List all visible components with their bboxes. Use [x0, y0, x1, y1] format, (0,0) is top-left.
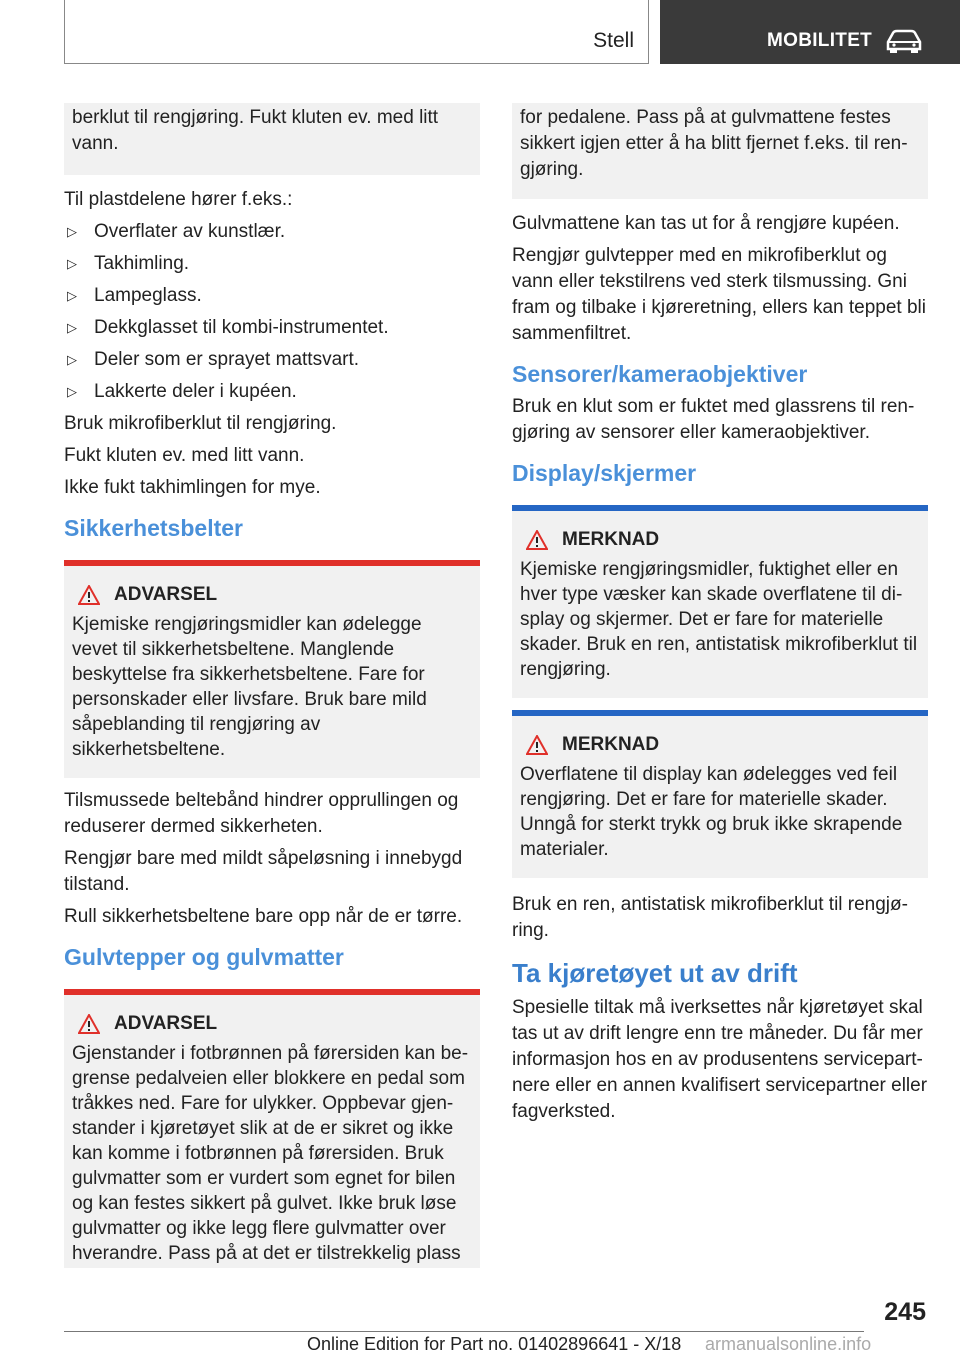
paragraph: Rengjør gulvtepper med en mikrofiberklut og vann eller tekstilrens ved sterk tilsmussing. Gni fram og tilbake i kjøreretning, ellers kan teppet bli sammenfiltret. [512, 245, 926, 344]
edition-note: Online Edition for Part no. 01402896641 - X/18 [307, 1334, 682, 1354]
paragraph: Rull sikkerhetsbeltene bare opp når de er tørre. [64, 906, 463, 927]
list-item: ▷ Overflater av kunstlær. [64, 219, 480, 245]
paragraph: Rengjør bare med mildt såpeløsning i innebygd tilstand. [64, 848, 463, 895]
footer-divider [64, 1331, 864, 1332]
list-item: ▷ Lakkerte deler i kupéen. [64, 379, 480, 405]
paragraph: Gulvmattene kan tas ut for å rengjøre kupéen. [512, 213, 900, 234]
triangle-bullet-icon: ▷ [67, 224, 77, 239]
triangle-bullet-icon: ▷ [67, 384, 77, 399]
plastic-list [64, 219, 480, 405]
warning-triangle-icon [78, 1014, 100, 1034]
triangle-bullet-icon: ▷ [67, 320, 77, 335]
section-heading-sensors: Sensorer/kameraobjektiver [512, 361, 808, 387]
car-icon [884, 28, 924, 54]
paragraph: Bruk en klut som er fuktet med glassrens til rengjøring av sensorer eller kameraobjektiver. [512, 396, 915, 443]
warning-title: ADVARSEL [114, 584, 218, 605]
watermark: armanualsonline.info [705, 1334, 872, 1354]
warning-box-belts [64, 560, 480, 778]
warning-body: Kjemiske rengjøringsmidler kan ødelegge vevet til sikkerhetsbeltene. Manglende beskyttelse fra sikkerhetsbeltene. Fare for personskader eller livsfare. Bruk bare mild såpeblanding til rengjøring av sikkerhetsbeltene. [72, 614, 427, 760]
paragraph: Bruk en ren, antistatisk mikrofiberklut til rengjøring. [512, 894, 908, 941]
paragraph: Spesielle tiltak må iverksettes når kjøretøyet skal tas ut av drift lengre enn tre måneder. Du får mer informasjon hos en av produsentens servicepartnere eller en annen kvalifisert servicepartner eller fagverksted. [512, 997, 928, 1122]
continuation-box: berklut til rengjøring. Fukt kluten ev. med litt vann. [64, 103, 480, 175]
continuation-box: for pedalene. Pass på at gulvmattene festes sikkert igjen etter å ha blitt fjernet f.eks. til rengjøring. [512, 103, 928, 199]
paragraph: Bruk mikrofiberklut til rengjøring. [64, 413, 337, 434]
paragraph: Fukt kluten ev. med litt vann. [64, 445, 305, 466]
left-column [64, 103, 480, 1278]
warning-title: ADVARSEL [114, 1013, 218, 1034]
section-heading-mats: Gulvtepper og gulvmatter [64, 944, 344, 970]
notice-title: MERKNAD [562, 529, 660, 550]
warning-triangle-icon [78, 585, 100, 605]
triangle-bullet-icon: ▷ [67, 288, 77, 303]
notice-body: Overflatene til display kan ødelegges ved feil rengjøring. Det er fare for materielle skader. Unngå for sterkt trykk og bruk ikke skrapende materialer. [520, 764, 903, 860]
header-section-label: Stell [593, 29, 634, 52]
header-section-tab [64, 0, 649, 64]
notice-body: Kjemiske rengjøringsmidler, fuktighet eller en hver type væsker kan skade overflatene til display og skjermer. Det er fare for materielle skader. Bruk en ren, antistatisk mikrofiberklut til rengjøring. [520, 559, 918, 680]
triangle-bullet-icon: ▷ [67, 352, 77, 367]
paragraph: Ikke fukt takhimlingen for mye. [64, 477, 321, 498]
warning-triangle-icon [526, 735, 548, 755]
paragraph: Tilsmussede beltebånd hindrer opprullingen og reduserer dermed sikkerheten. [64, 790, 459, 837]
notice-title: MERKNAD [562, 734, 660, 755]
warning-triangle-icon [526, 530, 548, 550]
list-item: ▷ Takhimling. [64, 251, 480, 277]
plastic-intro: Til plastdelene hører f.eks.: [64, 189, 293, 210]
warning-box-mats [64, 989, 480, 1268]
section-heading-display: Display/skjermer [512, 460, 697, 486]
right-column [512, 103, 928, 1131]
triangle-bullet-icon: ▷ [67, 256, 77, 271]
list-item: ▷ Dekkglasset til kombi-instrumentet. [64, 315, 480, 341]
section-heading-belts: Sikkerhetsbelter [64, 515, 243, 541]
notice-box-display-1 [512, 505, 928, 698]
notice-box-display-2 [512, 710, 928, 878]
page-number: 245 [884, 1298, 926, 1326]
section-heading-decommission: Ta kjøretøyet ut av drift [512, 958, 798, 988]
header-chapter-label: MOBILITET [767, 30, 873, 51]
list-item: ▷ Deler som er sprayet mattsvart. [64, 347, 480, 373]
list-item: ▷ Lampeglass. [64, 283, 480, 309]
warning-body: Gjenstander i fotbrønnen på førersiden kan begrense pedalveien eller blokkere en pedal som tråkkes ned. Fare for ulykker. Oppbevar gjenstander i kjøretøyet slik at de er sikret og ikke kan komme i fotbrønnen på førersiden. Bruk gulvmatter som er vurdert som egnet for bilen og kan festes sikkert på gulvet. Ikke bruk løse gulvmatter og ikke legg flere gulvmatter over hverandre. Pass på at det er tilstrekkelig plass [72, 1043, 469, 1264]
